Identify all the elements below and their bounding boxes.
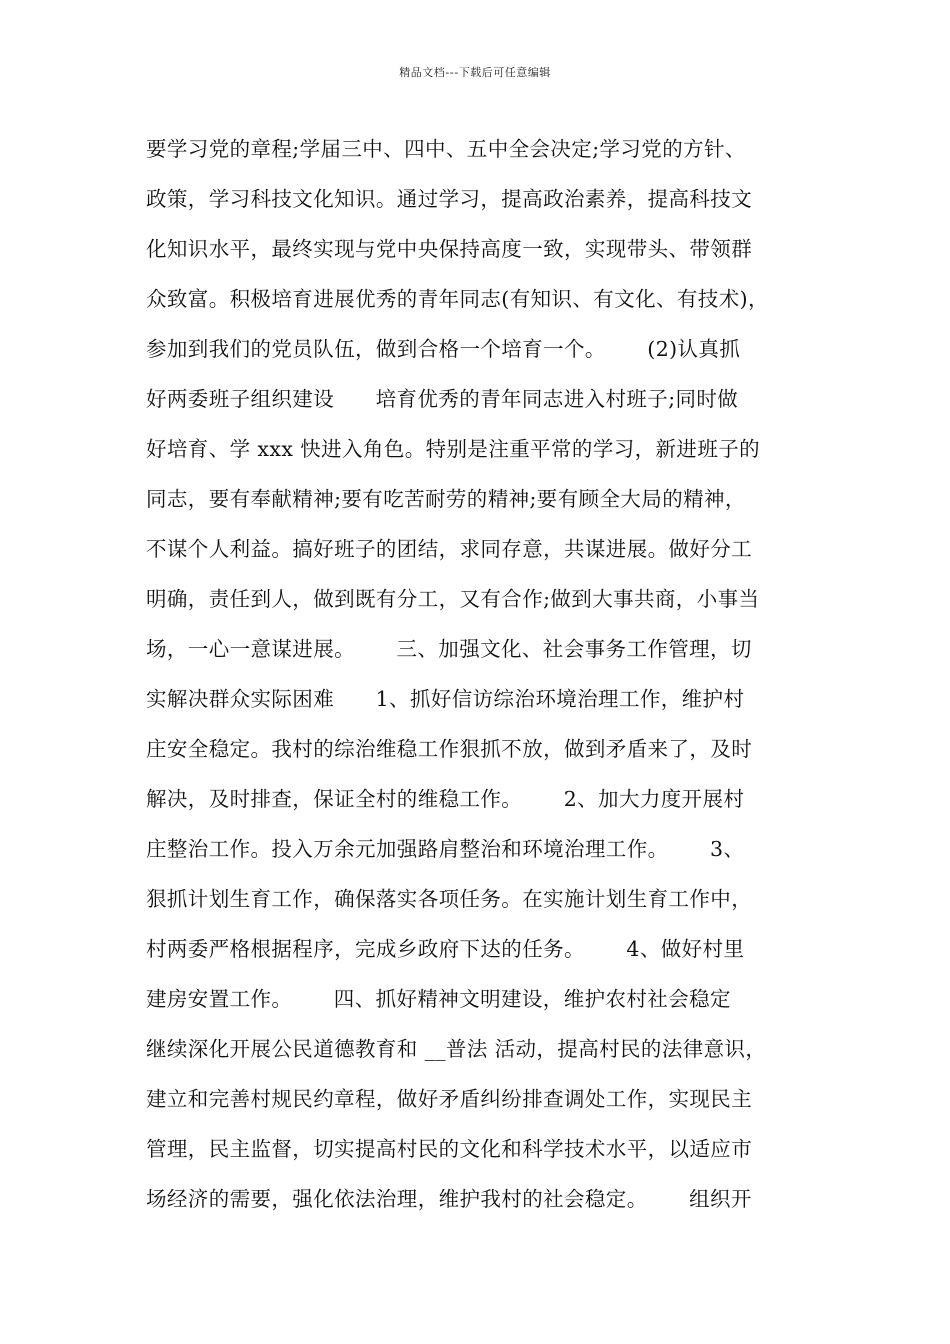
- text-line: 继续深化开展公民道德教育和 __普法 活动，提高村民的法律意识，: [146, 1037, 767, 1061]
- text-line: 狠抓计划生育工作，确保落实各项任务。在实施计划生育工作中，: [146, 887, 753, 911]
- text-line: 明确，责任到人，做到既有分工，又有合作;做到大事共商，小事当: [146, 587, 760, 611]
- text-line: 众致富。积极培育进展优秀的青年同志(有知识、有文化、有技术)，: [146, 287, 769, 311]
- text-line: 同志，要有奉献精神;要有吃苦耐劳的精神;要有顾全大局的精神，: [146, 487, 746, 511]
- text-line: 管理，民主监督，切实提高村民的文化和科学技术水平，以适应市: [146, 1137, 753, 1161]
- text-line: 庄整治工作。投入万余元加强路肩整治和环境治理工作。 3、: [146, 837, 745, 861]
- text-line: 场，一心一意谋进展。 三、加强文化、社会事务工作管理，切: [146, 637, 752, 661]
- text-line: 参加到我们的党员队伍，做到合格一个培育一个。 (2)认真抓: [146, 337, 741, 361]
- text-line: 好培育、学 xxx 快进入角色。特别是注重平常的学习，新进班子的: [146, 437, 761, 461]
- text-line: 解决，及时排查，保证全村的维稳工作。 2、加大力度开展村: [146, 787, 745, 811]
- text-line: 建立和完善村规民约章程，做好矛盾纠纷排查调处工作，实现民主: [146, 1087, 753, 1111]
- text-line: 场经济的需要，强化依法治理，维护我村的社会稳定。 组织开: [146, 1187, 752, 1211]
- body-text: [146, 124, 826, 1224]
- text-line: 好两委班子组织建设 培育优秀的青年同志进入村班子;同时做: [146, 387, 739, 411]
- text-line: 不谋个人利益。搞好班子的团结，求同存意，共谋进展。做好分工: [146, 537, 753, 561]
- page-header: 精品文档---下载后可任意编辑: [399, 66, 551, 79]
- text-line: 要学习党的章程;学届三中、四中、五中全会决定;学习党的方针、: [146, 137, 746, 161]
- text-line: 化知识水平，最终实现与党中央保持高度一致，实现带头、带领群: [146, 237, 753, 261]
- text-line: 实解决群众实际困难 1、抓好信访综治环境治理工作，维护村: [146, 687, 745, 711]
- text-line: 建房安置工作。 四、抓好精神文明建设，维护农村社会稳定: [146, 987, 731, 1011]
- text-line: 庄安全稳定。我村的综治维稳工作狠抓不放，做到矛盾来了，及时: [146, 737, 753, 761]
- text-line: 政策，学习科技文化知识。通过学习，提高政治素养，提高科技文: [146, 187, 753, 211]
- text-line: 村两委严格根据程序，完成乡政府下达的任务。 4、做好村里: [146, 937, 745, 961]
